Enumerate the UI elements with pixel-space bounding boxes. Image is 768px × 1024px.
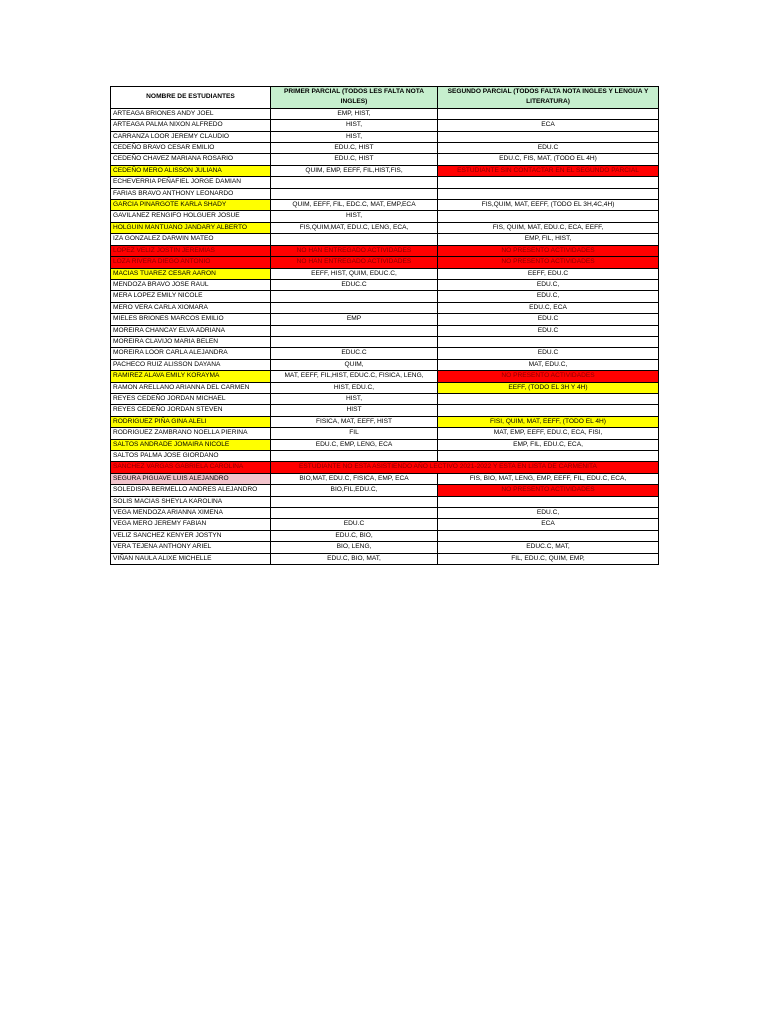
first-partial-cell[interactable]: BIO,MAT, EDU.C, FISICA, EMP, ECA (271, 473, 438, 484)
student-name-cell[interactable]: GAVILANEZ RENGIFO HOLGUER JOSUE (111, 211, 271, 222)
second-partial-cell[interactable]: ECA (438, 519, 659, 530)
table-row (111, 314, 659, 325)
second-partial-cell[interactable]: NO PRESENTO ACTIVIDADES (438, 257, 659, 268)
student-name-cell[interactable]: VEGA MENDOZA ARIANNA XIMENA (111, 508, 271, 519)
student-name-cell[interactable]: ECHEVERRIA PEÑAFIEL JORGE DAMIAN (111, 177, 271, 188)
table-row (111, 485, 659, 496)
student-name-cell[interactable]: MIELES BRIONES MARCOS EMILIO (111, 314, 271, 325)
student-name-cell[interactable]: FARIAS BRAVO ANTHONY LEONARDO (111, 188, 271, 199)
status-note-cell[interactable]: ESTUDIANTE NO ESTA ASISTIENDO AÑO LECTIVO 2021-2022 Y ESTA EN LISTA DE CARMENITA (271, 462, 659, 473)
first-partial-cell[interactable]: EDU.C, BIO, MAT, (271, 553, 438, 564)
first-partial-cell[interactable]: QUIM, EMP, EEFF, FIL,HIST,FIS, (271, 165, 438, 176)
first-partial-cell[interactable]: EDU.C, EMP, LENG, ECA (271, 439, 438, 450)
second-partial-cell[interactable]: ECA (438, 120, 659, 131)
table-row (111, 154, 659, 165)
student-name-cell[interactable]: VEGA MERO JEREMY FABIAN (111, 519, 271, 530)
second-partial-cell[interactable] (438, 188, 659, 199)
table-row (111, 428, 659, 439)
second-partial-cell[interactable]: ESTUDIANTE SIN CONTACTAR EN EL SEGUNDO PARCIAL (438, 165, 659, 176)
student-name-cell[interactable]: REYES CEDEÑO JORDAN STEVEN (111, 405, 271, 416)
second-partial-cell[interactable] (438, 211, 659, 222)
first-partial-cell[interactable]: EMP (271, 314, 438, 325)
student-name-cell[interactable]: RODRIGUEZ ZAMBRANO NOELLA PIERINA (111, 428, 271, 439)
first-partial-cell[interactable]: QUIM, EEFF, FIL, EDC.C, MAT, EMP,ECA (271, 200, 438, 211)
table-row (111, 462, 659, 473)
first-partial-cell[interactable]: EDUC.C (271, 348, 438, 359)
student-name-cell[interactable]: VERA TEJENA ANTHONY ARIEL (111, 542, 271, 553)
student-name-cell[interactable]: HOLGUIN MANTUANO JANDARY ALBERTO (111, 222, 271, 233)
second-partial-cell[interactable] (438, 530, 659, 541)
first-partial-cell[interactable]: HIST, EDU.C, (271, 382, 438, 393)
student-name-cell[interactable]: SANCHEZ VARGAS GABRIELA CAROLINA (111, 462, 271, 473)
student-name-cell[interactable]: CEDEÑO MERO ALISSON JULIANA (111, 165, 271, 176)
first-partial-cell[interactable]: NO HAN ENTREGADO ACTIVIDADES (271, 245, 438, 256)
first-partial-cell[interactable]: FIS,QUIM,MAT, EDU.C, LENG, ECA, (271, 222, 438, 233)
table-body (111, 108, 659, 564)
first-partial-cell[interactable]: HIST, (271, 211, 438, 222)
table-row (111, 188, 659, 199)
first-partial-cell[interactable]: HIST (271, 405, 438, 416)
student-name-cell[interactable]: MERO VERA CARLA XIOMARA (111, 302, 271, 313)
student-name-cell[interactable]: MOREIRA LOOR CARLA ALEJANDRA (111, 348, 271, 359)
table-row (111, 245, 659, 256)
student-name-cell[interactable]: SOLEDISPA BERMELLO ANDRES ALEJANDRO (111, 485, 271, 496)
second-partial-cell[interactable]: NO PRESENTO ACTIVIDADES (438, 245, 659, 256)
second-partial-cell[interactable]: FIS, QUIM, MAT, EDU.C, ECA, EEFF, (438, 222, 659, 233)
second-partial-cell[interactable] (438, 108, 659, 119)
first-partial-cell[interactable]: HIST, (271, 120, 438, 131)
first-partial-cell[interactable]: EDU.C (271, 519, 438, 530)
student-name-cell[interactable]: SOLIS MACIAS SHEYLA KAROLINA (111, 496, 271, 507)
table-row (111, 473, 659, 484)
table-row (111, 405, 659, 416)
student-name-cell[interactable]: MERA LOPEZ EMILY NICOLE (111, 291, 271, 302)
second-partial-cell[interactable] (438, 405, 659, 416)
student-name-cell[interactable]: PACHECO RUIZ ALISSON DAYANA (111, 359, 271, 370)
student-name-cell[interactable]: SALTOS ANDRADE JOMAIRA NICOLE (111, 439, 271, 450)
table-row (111, 393, 659, 404)
student-name-cell[interactable]: LOZA RIVERA DIEGO ANTONIO (111, 257, 271, 268)
second-partial-cell[interactable]: FIS,QUIM, MAT, EEFF, (TODO EL 3H,4C,4H) (438, 200, 659, 211)
second-partial-cell[interactable]: EMP, FIL, HIST, (438, 234, 659, 245)
header-student-name: NOMBRE DE ESTUDIANTES (111, 87, 271, 109)
second-partial-cell[interactable]: EDU.C (438, 314, 659, 325)
table-row (111, 291, 659, 302)
student-name-cell[interactable]: RAMON ARELLANO ARIANNA DEL CARMEN (111, 382, 271, 393)
table-row (111, 279, 659, 290)
student-name-cell[interactable]: MOREIRA CLAVIJO MARIA BELEN (111, 336, 271, 347)
first-partial-cell[interactable] (271, 325, 438, 336)
second-partial-cell[interactable] (438, 177, 659, 188)
first-partial-cell[interactable] (271, 336, 438, 347)
table-row (111, 257, 659, 268)
table-row (111, 382, 659, 393)
second-partial-cell[interactable]: EDU.C (438, 143, 659, 154)
students-table (110, 86, 659, 565)
table-row (111, 371, 659, 382)
second-partial-cell[interactable]: EDU.C, (438, 508, 659, 519)
student-name-cell[interactable]: ARTEAGA PALMA NIXON ALFREDO (111, 120, 271, 131)
table-row (111, 530, 659, 541)
table-row (111, 519, 659, 530)
second-partial-cell[interactable]: EDU.C (438, 348, 659, 359)
first-partial-cell[interactable]: MAT, EEFF, FIL,HIST, EDUC.C, FISICA, LENG, (271, 371, 438, 382)
table-row (111, 439, 659, 450)
table-row (111, 165, 659, 176)
first-partial-cell[interactable] (271, 508, 438, 519)
first-partial-cell[interactable]: NO HAN ENTREGADO ACTIVIDADES (271, 257, 438, 268)
first-partial-cell[interactable]: BIO,FIL,EDU.C, (271, 485, 438, 496)
first-partial-cell[interactable]: FIL (271, 428, 438, 439)
first-partial-cell[interactable]: HIST, (271, 131, 438, 142)
second-partial-cell[interactable]: EDU.C, (438, 291, 659, 302)
first-partial-cell[interactable]: BIO, LENG, (271, 542, 438, 553)
student-name-cell[interactable]: ARTEAGA BRIONES ANDY JOEL (111, 108, 271, 119)
second-partial-cell[interactable]: FIS, BIO, MAT, LENG, EMP, EEFF, FIL, EDU.C, ECA, (438, 473, 659, 484)
table-row (111, 336, 659, 347)
first-partial-cell[interactable]: EDUC.C (271, 279, 438, 290)
table-row (111, 508, 659, 519)
second-partial-cell[interactable]: FIL, EDU.C, QUIM, EMP, (438, 553, 659, 564)
second-partial-cell[interactable]: NO PRESENTO ACTIVIDADES (438, 371, 659, 382)
table-row (111, 302, 659, 313)
student-name-cell[interactable]: VIÑAN NAULA ALIXE MICHELLE (111, 553, 271, 564)
table-row (111, 268, 659, 279)
header-row (111, 87, 659, 109)
student-name-cell[interactable]: VELIZ SANCHEZ KENYER JOSTYN (111, 530, 271, 541)
table-row (111, 120, 659, 131)
second-partial-cell[interactable]: MAT, EDU.C, (438, 359, 659, 370)
table-row (111, 348, 659, 359)
table-row (111, 200, 659, 211)
table-row (111, 416, 659, 427)
student-name-cell[interactable]: CARRANZA LOOR JEREMY CLAUDIO (111, 131, 271, 142)
first-partial-cell[interactable]: QUIM, (271, 359, 438, 370)
first-partial-cell[interactable] (271, 177, 438, 188)
second-partial-cell[interactable]: EDU.C, ECA (438, 302, 659, 313)
table-row (111, 177, 659, 188)
table-row (111, 359, 659, 370)
second-partial-cell[interactable] (438, 131, 659, 142)
first-partial-cell[interactable]: FISICA, MAT, EEFF, HIST (271, 416, 438, 427)
table-row (111, 496, 659, 507)
student-name-cell[interactable]: RAMIREZ ALAVA EMILY KORAYMA (111, 371, 271, 382)
second-partial-cell[interactable]: EMP, FIL, EDU.C, ECA, (438, 439, 659, 450)
table-row (111, 451, 659, 462)
second-partial-cell[interactable] (438, 496, 659, 507)
second-partial-cell[interactable]: EDU.C, FIS, MAT, (TODO EL 4H) (438, 154, 659, 165)
student-name-cell[interactable]: MENDOZA BRAVO JOSE RAUL (111, 279, 271, 290)
student-name-cell[interactable]: REYES CEDEÑO JORDAN MICHAEL (111, 393, 271, 404)
table-row (111, 234, 659, 245)
student-name-cell[interactable]: GARCIA PINARGOTE KARLA SHADY (111, 200, 271, 211)
first-partial-cell[interactable] (271, 302, 438, 313)
table-row (111, 553, 659, 564)
table-row (111, 222, 659, 233)
second-partial-cell[interactable]: MAT, EMP, EEFF, EDU.C, ECA, FISI, (438, 428, 659, 439)
table-row (111, 131, 659, 142)
second-partial-cell[interactable]: NO PRESENTO ACTIVIDADES (438, 485, 659, 496)
first-partial-cell[interactable]: EDU.C, HIST (271, 143, 438, 154)
second-partial-cell[interactable] (438, 451, 659, 462)
first-partial-cell[interactable]: EMP, HIST, (271, 108, 438, 119)
second-partial-cell[interactable]: EEFF, EDU.C (438, 268, 659, 279)
student-name-cell[interactable]: IZA GONZALEZ DARWIN MATEO (111, 234, 271, 245)
table-row (111, 108, 659, 119)
second-partial-cell[interactable] (438, 336, 659, 347)
header-first-partial: PRIMER PARCIAL (TODOS LES FALTA NOTA INGLES) (271, 87, 438, 109)
table-row (111, 325, 659, 336)
table-row (111, 143, 659, 154)
first-partial-cell[interactable]: HIST, (271, 393, 438, 404)
first-partial-cell[interactable]: EDU.C, HIST (271, 154, 438, 165)
table-row (111, 542, 659, 553)
student-name-cell[interactable]: MOREIRA CHANCAY ELVA ADRIANA (111, 325, 271, 336)
student-name-cell[interactable]: SEGURA PIGUAVE LUIS ALEJANDRO (111, 473, 271, 484)
header-second-partial: SEGUNDO PARCIAL (TODOS FALTA NOTA INGLES Y LENGUA Y LITERATURA) (438, 87, 659, 109)
second-partial-cell[interactable]: FISI, QUIM, MAT, EEFF, (TODO EL 4H) (438, 416, 659, 427)
first-partial-cell[interactable]: EDU.C, BIO, (271, 530, 438, 541)
first-partial-cell[interactable] (271, 291, 438, 302)
first-partial-cell[interactable] (271, 188, 438, 199)
second-partial-cell[interactable]: EDUC.C, MAT, (438, 542, 659, 553)
student-name-cell[interactable]: RODRIGUEZ PIÑA GINA ALELI (111, 416, 271, 427)
second-partial-cell[interactable]: EDU.C (438, 325, 659, 336)
second-partial-cell[interactable] (438, 393, 659, 404)
first-partial-cell[interactable] (271, 451, 438, 462)
student-name-cell[interactable]: LOPEZ VELIZ JOSTIN JEREMIAS (111, 245, 271, 256)
second-partial-cell[interactable]: EEFF, (TODO EL 3H Y 4H) (438, 382, 659, 393)
first-partial-cell[interactable] (271, 234, 438, 245)
student-name-cell[interactable]: MACIAS TUAREZ CESAR AARON (111, 268, 271, 279)
second-partial-cell[interactable]: EDU.C, (438, 279, 659, 290)
student-name-cell[interactable]: SALTOS PALMA JOSE GIORDANO (111, 451, 271, 462)
student-name-cell[interactable]: CEDEÑO CHAVEZ MARIANA ROSARIO (111, 154, 271, 165)
student-name-cell[interactable]: CEDEÑO BRAVO CESAR EMILIO (111, 143, 271, 154)
table-row (111, 211, 659, 222)
first-partial-cell[interactable] (271, 496, 438, 507)
first-partial-cell[interactable]: EEFF, HIST, QUIM, EDUC.C, (271, 268, 438, 279)
